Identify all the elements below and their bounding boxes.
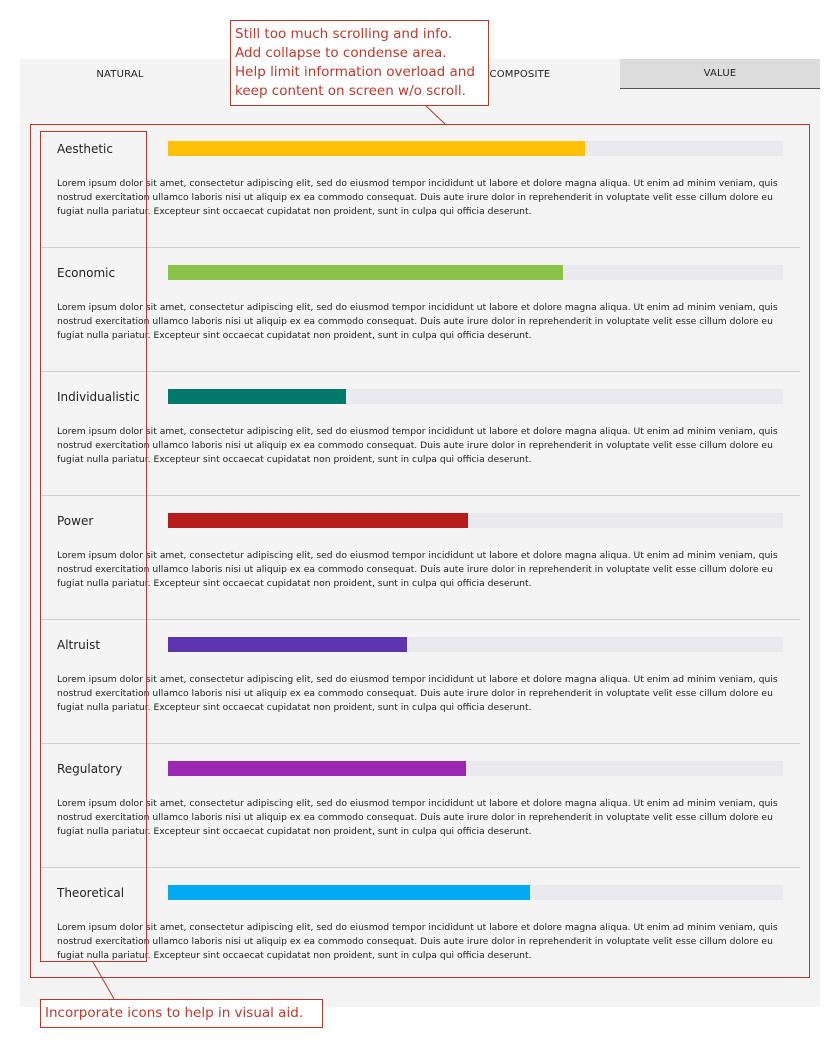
value-description: Lorem ipsum dolor sit amet, consectetur adipiscing elit, sed do eiusmod tempor incididunt ut labore et dolore magna aliqua. Ut enim ad minim veniam, quis nostrud exercitation ullamco laboris nisi ut aliquip ex ea commodo consequat. Duis aute irure dolor in reprehenderit in voluptate velit esse cillum dolore eu fugiat nulla pariatur. Excepteur sint occaecat cupidatat non proident, sunt in culpa qui officia deserunt. — [57, 178, 778, 217]
annotation-line: Help limit information overload and — [235, 64, 475, 80]
value-label: Regulatory — [57, 762, 123, 776]
score-bar-fill — [168, 141, 585, 156]
value-label: Aesthetic — [57, 142, 113, 156]
annotation-line: Incorporate icons to help in visual aid. — [45, 1005, 304, 1021]
score-bar-fill — [168, 513, 468, 528]
tab-value[interactable]: VALUE — [620, 59, 820, 89]
value-item-economic[interactable] — [41, 248, 800, 372]
score-bar-track — [168, 637, 783, 652]
annotation-line: Still too much scrolling and info. — [235, 26, 453, 42]
value-item-power[interactable] — [41, 496, 800, 620]
score-bar-fill — [168, 885, 530, 900]
value-description: Lorem ipsum dolor sit amet, consectetur adipiscing elit, sed do eiusmod tempor incididunt ut labore et dolore magna aliqua. Ut enim ad minim veniam, quis nostrud exercitation ullamco laboris nisi ut aliquip ex ea commodo consequat. Duis aute irure dolor in reprehenderit in voluptate velit esse cillum dolore eu fugiat nulla pariatur. Excepteur sint occaecat cupidatat non proident, sunt in culpa qui officia deserunt. — [57, 922, 778, 961]
value-description: Lorem ipsum dolor sit amet, consectetur adipiscing elit, sed do eiusmod tempor incididunt ut labore et dolore magna aliqua. Ut enim ad minim veniam, quis nostrud exercitation ullamco laboris nisi ut aliquip ex ea commodo consequat. Duis aute irure dolor in reprehenderit in voluptate velit esse cillum dolore eu fugiat nulla pariatur. Excepteur sint occaecat cupidatat non proident, sunt in culpa qui officia deserunt. — [57, 798, 778, 837]
annotation-note-icons — [40, 999, 323, 1028]
tab-composite[interactable]: COMPOSITE — [489, 68, 551, 80]
annotation-note-scrolling — [230, 20, 489, 106]
value-label: Theoretical — [57, 886, 125, 900]
score-bar-track — [168, 389, 783, 404]
value-label: Economic — [57, 266, 116, 280]
score-bar-track — [168, 761, 783, 776]
value-label: Individualistic — [57, 390, 140, 404]
value-description: Lorem ipsum dolor sit amet, consectetur adipiscing elit, sed do eiusmod tempor incididunt ut labore et dolore magna aliqua. Ut enim ad minim veniam, quis nostrud exercitation ullamco laboris nisi ut aliquip ex ea commodo consequat. Duis aute irure dolor in reprehenderit in voluptate velit esse cillum dolore eu fugiat nulla pariatur. Excepteur sint occaecat cupidatat non proident, sunt in culpa qui officia deserunt. — [57, 302, 778, 341]
value-item-aesthetic[interactable] — [41, 124, 800, 248]
score-bar-fill — [168, 761, 466, 776]
value-item-altruist[interactable] — [41, 620, 800, 744]
value-label: Altruist — [57, 638, 101, 652]
value-description: Lorem ipsum dolor sit amet, consectetur adipiscing elit, sed do eiusmod tempor incididunt ut labore et dolore magna aliqua. Ut enim ad minim veniam, quis nostrud exercitation ullamco laboris nisi ut aliquip ex ea commodo consequat. Duis aute irure dolor in reprehenderit in voluptate velit esse cillum dolore eu fugiat nulla pariatur. Excepteur sint occaecat cupidatat non proident, sunt in culpa qui officia deserunt. — [57, 426, 778, 465]
value-label: Power — [57, 514, 94, 528]
score-bar-fill — [168, 265, 563, 280]
value-description: Lorem ipsum dolor sit amet, consectetur adipiscing elit, sed do eiusmod tempor incididunt ut labore et dolore magna aliqua. Ut enim ad minim veniam, quis nostrud exercitation ullamco laboris nisi ut aliquip ex ea commodo consequat. Duis aute irure dolor in reprehenderit in voluptate velit esse cillum dolore eu fugiat nulla pariatur. Excepteur sint occaecat cupidatat non proident, sunt in culpa qui officia deserunt. — [57, 550, 778, 589]
value-item-theoretical[interactable] — [41, 868, 800, 992]
annotation-line: keep content on screen w/o scroll. — [235, 83, 466, 99]
value-item-regulatory[interactable] — [41, 744, 800, 868]
annotation-line: Add collapse to condense area. — [235, 45, 447, 61]
score-bar-fill — [168, 637, 407, 652]
score-bar-track — [168, 141, 783, 156]
score-bar-fill — [168, 389, 346, 404]
score-bar-track — [168, 513, 783, 528]
score-bar-track — [168, 885, 783, 900]
score-bar-track — [168, 265, 783, 280]
value-description: Lorem ipsum dolor sit amet, consectetur adipiscing elit, sed do eiusmod tempor incididunt ut labore et dolore magna aliqua. Ut enim ad minim veniam, quis nostrud exercitation ullamco laboris nisi ut aliquip ex ea commodo consequat. Duis aute irure dolor in reprehenderit in voluptate velit esse cillum dolore eu fugiat nulla pariatur. Excepteur sint occaecat cupidatat non proident, sunt in culpa qui officia deserunt. — [57, 674, 778, 713]
value-item-individualistic[interactable] — [41, 372, 800, 496]
tab-natural[interactable]: NATURAL — [96, 68, 144, 80]
